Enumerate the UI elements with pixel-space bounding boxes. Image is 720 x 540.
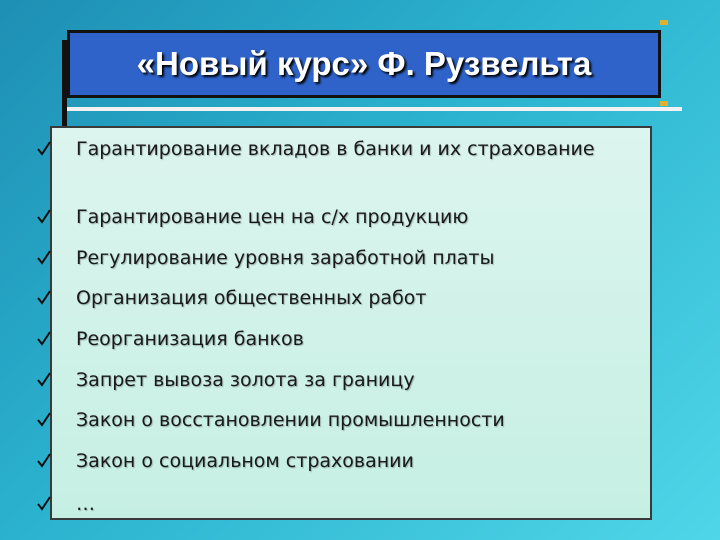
checkmark-icon (36, 205, 52, 227)
list-item-label: Гарантирование цен на с/х продукцию (76, 206, 469, 228)
checkmark-icon (36, 368, 52, 390)
checkmark-icon (36, 492, 52, 514)
list-item-label: Регулирование уровня заработной платы (76, 247, 495, 269)
list-item-label: Организация общественных работ (76, 287, 427, 309)
checkmark-icon (36, 327, 52, 349)
list-item-label: Запрет вывоза золота за границу (76, 369, 415, 391)
checkmark-icon (36, 449, 52, 471)
list-item-label: Закон о социальном страховании (76, 450, 414, 472)
slide-title: «Новый курс» Ф. Рузвельта (136, 45, 592, 82)
checkmark-icon (36, 408, 52, 430)
checkmark-icon (36, 137, 52, 159)
list-item-label: … (76, 493, 95, 515)
list-item-label: Реорганизация банков (76, 328, 304, 350)
list-item-label: Гарантирование вкладов в банки и их страхование (76, 138, 595, 160)
checkmark-icon (36, 286, 52, 308)
list-item-label: Закон о восстановлении промышленности (76, 409, 505, 431)
checkmark-icon (36, 246, 52, 268)
